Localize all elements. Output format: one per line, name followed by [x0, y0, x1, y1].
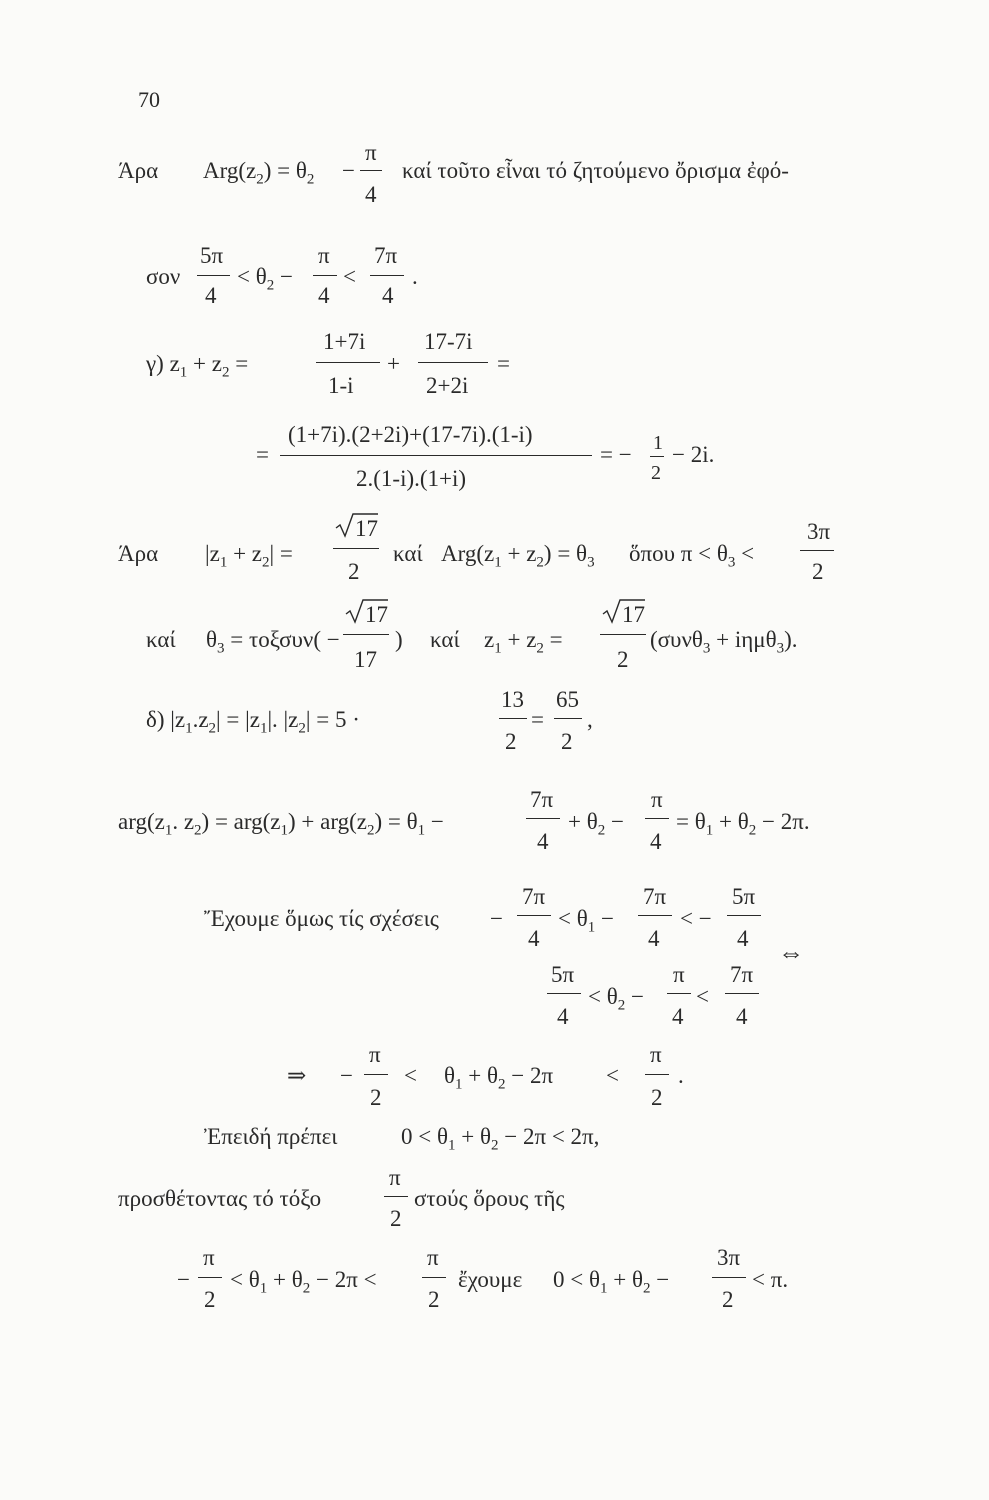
fraction-bar — [645, 818, 669, 819]
fraction-bar — [343, 634, 389, 635]
frac-num: π — [203, 1245, 215, 1270]
frac-num: 3π — [717, 1245, 741, 1270]
frac-den: 2 — [617, 647, 629, 672]
minus-sign: − — [490, 906, 503, 931]
frac-den: 4 — [365, 182, 377, 207]
fraction-bar — [198, 1277, 222, 1278]
frac-num: 7π — [522, 884, 546, 909]
frac-num: 1 — [653, 432, 663, 454]
frac-num: 1+7i — [323, 329, 366, 354]
kai-word: καί — [393, 541, 423, 566]
frac-den: 2 — [390, 1206, 402, 1231]
frac-den: 2.(1-i).(1+i) — [356, 466, 467, 491]
gamma-text: γ) $z_1 + z_2$ = — [146, 351, 249, 381]
theta-text: < $\theta_2$ − — [588, 984, 644, 1014]
frac-den: 2+2i — [426, 373, 469, 398]
kai-word: καί — [430, 627, 460, 652]
arg-text: $Arg(z_2) = \theta_2$ — [203, 158, 315, 188]
period: . — [678, 1063, 684, 1088]
fraction-bar — [526, 818, 560, 819]
fraction-bar — [638, 915, 672, 916]
fraction-bar — [360, 170, 382, 171]
frac-num: π — [318, 243, 330, 268]
sum-text: $z_1 + z_2$ = — [484, 627, 563, 657]
sum-text: $\theta_1 + \theta_2 - 2\pi$ — [444, 1063, 554, 1093]
frac-den: 2 — [348, 559, 360, 584]
frac-num: 5π — [732, 884, 756, 909]
sqrt-radicand: 17 — [365, 602, 388, 627]
range-text: $0 < \theta_1 + \theta_2 - 2\pi < 2\pi$, — [401, 1124, 600, 1154]
theta-text: $\theta_3 = \tau o\xi\sigma\upsilon\nu$( − — [206, 627, 340, 657]
frac-den: 4 — [318, 283, 330, 308]
frac-num: π — [651, 787, 663, 812]
frac-den: 2 — [428, 1287, 440, 1312]
equals-sign: = — [497, 351, 510, 376]
explanation-text: καί τοῦτο εἶναι τό ζητούμενο ὄρισμα ἐφό- — [402, 158, 789, 183]
arg-product-text: $arg(z_1$. $z_2) = arg(z_1) + arg(z_2) = \theta_1$ − — [118, 809, 444, 839]
fraction-bar — [667, 993, 691, 994]
adding-text: προσθέτοντας τό τόξο — [118, 1186, 322, 1211]
fraction-bar — [280, 455, 592, 456]
less-than: < — [343, 264, 356, 289]
page-number: 70 — [138, 87, 160, 112]
frac-den: 4 — [205, 283, 217, 308]
frac-num: π — [427, 1245, 439, 1270]
minus-sign: − — [177, 1267, 190, 1292]
frac-num: 13 — [501, 687, 524, 712]
frac-den: 4 — [537, 829, 549, 854]
frac-num: π — [389, 1165, 401, 1190]
frac-num: π — [650, 1042, 662, 1067]
frac-den: 17 — [354, 647, 377, 672]
since-text: Ἐπειδή πρέπει — [204, 1124, 338, 1149]
frac-den: 1-i — [328, 373, 354, 398]
close-paren: ) — [395, 627, 403, 652]
fraction-bar — [725, 993, 759, 994]
fraction-bar — [650, 456, 664, 457]
terms-text: στούς ὅρους τῆς — [414, 1186, 565, 1211]
theta-text: < $\theta_1$ − — [558, 906, 614, 936]
iff-arrow: ⇔ — [778, 938, 804, 967]
frac-den: 2 — [204, 1287, 216, 1312]
fraction-bar — [364, 1074, 388, 1075]
fraction-bar — [499, 718, 527, 719]
frac-den: 4 — [672, 1004, 684, 1029]
fraction-bar — [600, 634, 646, 635]
sqrt-radicand: 17 — [622, 602, 645, 627]
fraction-bar — [554, 718, 582, 719]
fraction-bar — [197, 275, 230, 276]
fraction-bar — [517, 915, 551, 916]
frac-den: 4 — [648, 926, 660, 951]
fraction-bar — [418, 362, 488, 363]
less-than: < — [404, 1063, 417, 1088]
frac-num: π — [369, 1042, 381, 1067]
less-than: < — [696, 984, 709, 1009]
fraction-bar — [316, 362, 380, 363]
frac-num: 5π — [200, 243, 224, 268]
sum-text: < $\theta_1 + \theta_2 - 2\pi$ < — [230, 1267, 377, 1297]
frac-den: 4 — [528, 926, 540, 951]
fraction-bar — [645, 1074, 669, 1075]
frac-num: 3π — [807, 519, 831, 544]
frac-den: 2 — [370, 1085, 382, 1110]
equals-sign: = — [531, 707, 544, 732]
less-pi: < π. — [752, 1267, 789, 1292]
frac-den: 4 — [557, 1004, 569, 1029]
modulus-text: $|z_1 + z_2|$ = — [205, 541, 293, 571]
frac-num: 17-7i — [424, 329, 473, 354]
period: . — [412, 264, 418, 289]
fraction-bar — [800, 550, 834, 551]
frac-num: 5π — [551, 962, 575, 987]
opou-text: ὅπου $\pi < \theta_3$ < — [629, 541, 755, 571]
fraction-bar — [370, 275, 404, 276]
arg-text: $Arg(z_1 + z_2) = \theta_3$ — [441, 541, 595, 571]
frac-den: 2 — [505, 729, 517, 754]
frac-den: 4 — [650, 829, 662, 854]
equals-sign: = — [256, 442, 269, 467]
fraction-bar — [712, 1277, 746, 1278]
frac-num: 7π — [374, 243, 398, 268]
frac-den: 2 — [561, 729, 573, 754]
delta-text: δ) $|z_1.z_2| = |z_1|$. $|z_2| = 5$ · — [146, 707, 360, 737]
frac-den: 2 — [812, 559, 824, 584]
frac-den: 4 — [737, 926, 749, 951]
kai-word: καί — [146, 627, 176, 652]
minus-sign: − — [342, 158, 355, 183]
less-than: < — [606, 1063, 619, 1088]
fraction-bar — [313, 275, 337, 276]
fraction-bar — [384, 1196, 408, 1197]
polar-form: (συνθ$_3$ + iημθ$_3$). — [650, 627, 798, 657]
frac-den: 2 — [722, 1287, 734, 1312]
ara-word: Άρα — [118, 541, 159, 566]
son-word: σον — [146, 264, 181, 289]
sqrt-radicand: 17 — [355, 516, 378, 541]
frac-den: 2 — [651, 1085, 663, 1110]
result-text: = $\theta_1 + \theta_2 - 2\pi$. — [676, 809, 810, 839]
fraction-bar — [333, 548, 379, 549]
comma: , — [587, 707, 593, 732]
result-text: $0 < \theta_1 + \theta_2$ − — [553, 1267, 670, 1297]
equals-minus: = − — [600, 442, 632, 467]
ara-word: Άρα — [118, 158, 159, 183]
frac-num: 7π — [730, 962, 754, 987]
fraction-bar — [547, 993, 581, 994]
echo-word: ἔχουμε — [458, 1267, 523, 1292]
frac-den: 2 — [651, 462, 661, 484]
minus-sign: − — [340, 1063, 353, 1088]
less-minus: < − — [680, 906, 712, 931]
tail-text: − 2i. — [672, 442, 715, 467]
implies-arrow: ⇒ — [287, 1063, 307, 1088]
plus-theta: + $\theta_2$ − — [568, 809, 624, 839]
frac-num: π — [365, 140, 377, 165]
theta-text: < $\theta_2$ − — [237, 264, 293, 294]
relations-text: Ἔχουμε ὅμως τίς σχέσεις — [204, 906, 439, 931]
fraction-bar — [727, 915, 761, 916]
frac-num: π — [673, 962, 685, 987]
fraction-bar — [422, 1277, 446, 1278]
frac-num: 65 — [556, 687, 579, 712]
frac-num: (1+7i).(2+2i)+(17-7i).(1-i) — [288, 422, 533, 447]
frac-den: 4 — [736, 1004, 748, 1029]
frac-num: 7π — [530, 787, 554, 812]
frac-num: 7π — [643, 884, 667, 909]
frac-den: 4 — [382, 283, 394, 308]
plus-sign: + — [387, 351, 400, 376]
